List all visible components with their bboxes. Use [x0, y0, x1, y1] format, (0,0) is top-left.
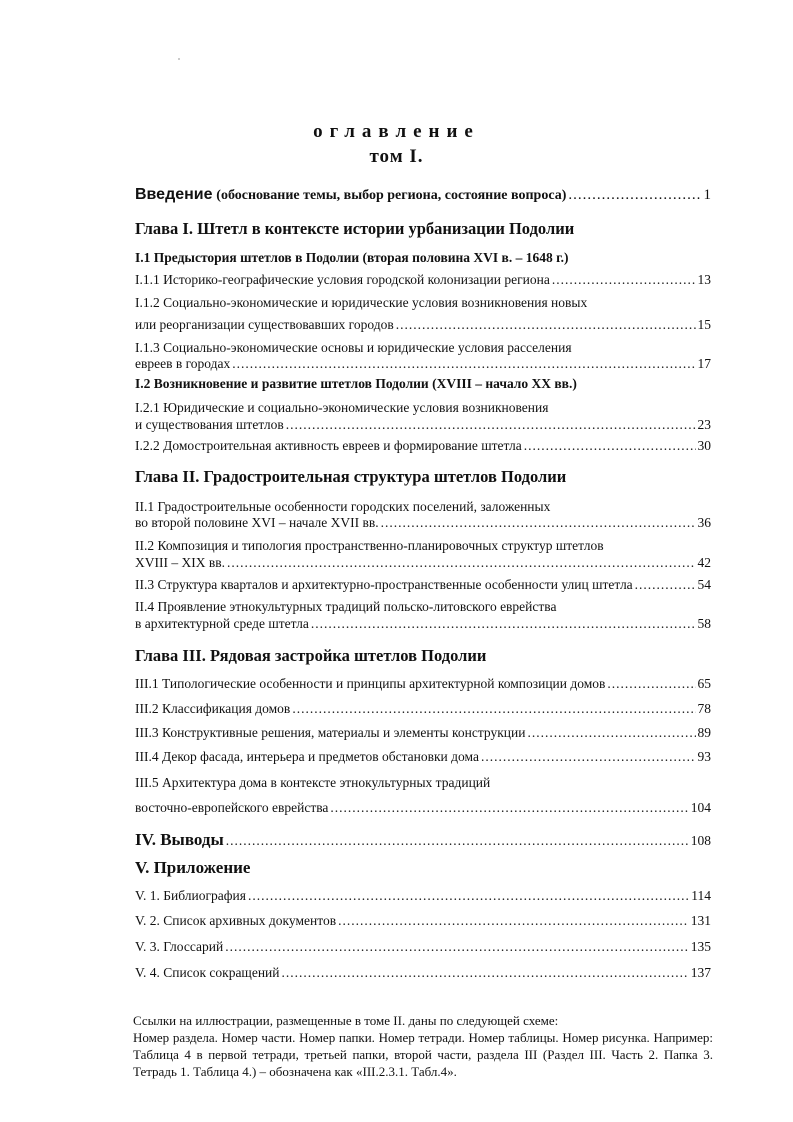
leader-dots [552, 272, 696, 288]
page-number: 93 [697, 749, 711, 764]
leader-dots [381, 515, 696, 531]
toc-entry-appendix-3[interactable] [135, 939, 711, 955]
leader-dots [282, 965, 689, 981]
page-number: 114 [691, 888, 711, 903]
toc-entry-appendix-4[interactable] [135, 965, 711, 981]
toc-entry-2-1[interactable] [135, 515, 711, 531]
toc-entry-1-2-1-line1[interactable]: I.2.1 Юридические и социально-экономические условия возникновения [135, 400, 549, 415]
entry-text: I.2.2 Домостроительная активность евреев и формирование штетла [135, 438, 522, 453]
toc-entry-1-2-1[interactable] [135, 417, 711, 433]
page-number: 42 [697, 555, 711, 570]
toc-entry-intro[interactable] [135, 186, 711, 204]
leader-dots [232, 356, 695, 372]
chapter-1-title[interactable]: Глава I. Штетл в контексте истории урбанизации Подолии [135, 219, 575, 238]
leader-dots [396, 317, 696, 333]
toc-entry-2-1-line1[interactable]: II.1 Градостроительные особенности городских поселений, заложенных [135, 499, 551, 514]
toc-entry-1-1-3[interactable] [135, 356, 711, 372]
leader-dots [225, 939, 689, 955]
illustration-note-intro: Ссылки на иллюстрации, размещенные в томе II. даны по следующей схеме: [133, 1013, 559, 1028]
entry-text: евреев в городах [135, 356, 231, 371]
page-number: 108 [690, 833, 711, 848]
page-number: 13 [697, 272, 711, 287]
leader-dots [227, 555, 696, 571]
entry-text: или реорганизации существовавших городов [135, 317, 394, 332]
page-number: 137 [690, 965, 711, 980]
page-number: 104 [690, 800, 711, 815]
intro-subtitle: (обоснование темы, выбор региона, состояние вопроса) [216, 188, 567, 203]
leader-dots [311, 616, 696, 632]
entry-text: I.1.1 Историко-географические условия городской колонизации региона [135, 272, 550, 287]
entry-text: V. 4. Список сокращений [135, 965, 280, 980]
entry-text: в архитектурной среде штетла [135, 616, 309, 631]
toc-entry-2-4-line1[interactable]: II.4 Проявление этнокультурных традиций польско-литовского еврейства [135, 599, 557, 614]
toc-entry-1-1-2-line1[interactable]: I.1.2 Социально-экономические и юридические условия возникновения новых [135, 295, 588, 310]
leader-dots [527, 725, 695, 741]
leader-dots [635, 577, 696, 593]
page-number: 78 [697, 701, 711, 716]
toc-entry-2-2-line1[interactable]: II.2 Композиция и типология пространственно-планировочных структур штетлов [135, 538, 604, 553]
toc-entry-conclusions[interactable] [135, 830, 711, 850]
leader-dots [568, 187, 701, 204]
toc-entry-3-1[interactable] [135, 676, 711, 692]
page-number: 89 [697, 725, 711, 740]
section-1-2-title[interactable]: I.2 Возникновение и развитие штетлов Подолии (XVIII – начало XX вв.) [135, 376, 577, 391]
toc-entry-appendix-1[interactable] [135, 888, 711, 904]
toc-heading: оглавление [313, 121, 480, 142]
illustration-note-body: Номер раздела. Номер части. Номер папки. Номер тетради. Номер таблицы. Номер рисунка. Например: Таблица 4 в первой тетради, третьей папки, второй части, раздела III (Раздел III. Часть 2. Папка 3. Тетрадь 1. Таблица 4.) – обозначена как «III.2.3.1. Табл.4». [133, 1030, 713, 1079]
entry-text: V. 3. Глоссарий [135, 939, 224, 954]
page-number: 15 [697, 317, 711, 332]
page-number: 23 [697, 417, 711, 432]
entry-text: III.2 Классификация домов [135, 701, 291, 716]
leader-dots [248, 888, 689, 904]
entry-text: III.3 Конструктивные решения, материалы и элементы конструкции [135, 725, 526, 740]
entry-text: и существования штетлов [135, 417, 284, 432]
entry-text: V. 1. Библиография [135, 888, 246, 903]
toc-entry-2-4[interactable] [135, 616, 711, 632]
leader-dots [338, 913, 689, 929]
leader-dots [607, 676, 695, 692]
toc-entry-appendix-2[interactable] [135, 913, 711, 929]
toc-entry-2-3[interactable] [135, 577, 711, 593]
page-number: 1 [703, 187, 711, 203]
entry-text: IV. Выводы [135, 830, 224, 849]
leader-dots [481, 749, 696, 765]
chapter-2-title[interactable]: Глава II. Градостроительная структура штетлов Подолии [135, 467, 567, 486]
leader-dots [226, 833, 689, 849]
entry-text: V. 2. Список архивных документов [135, 913, 337, 928]
leader-dots [524, 438, 696, 454]
appendix-title[interactable]: V. Приложение [135, 858, 251, 877]
page-number: 17 [697, 356, 711, 371]
entry-text: XVIII – XIX вв. [135, 555, 225, 570]
toc-entry-3-4[interactable] [135, 749, 711, 765]
page-number: 36 [697, 515, 711, 530]
page-number: 54 [697, 577, 711, 592]
chapter-3-title[interactable]: Глава III. Рядовая застройка штетлов Подолии [135, 646, 487, 665]
volume-heading: том I. [369, 146, 424, 167]
leader-dots [330, 800, 688, 816]
entry-text: III.4 Декор фасада, интерьера и предметов обстановки дома [135, 749, 479, 764]
page-number: 135 [690, 939, 711, 954]
entry-text: III.1 Типологические особенности и принципы архитектурной композиции домов [135, 676, 606, 691]
toc-entry-3-3[interactable] [135, 725, 711, 741]
toc-entry-3-5-line1[interactable]: III.5 Архитектура дома в контексте этнокультурных традиций [135, 775, 491, 790]
intro-title: Введение [135, 186, 213, 203]
leader-dots [286, 417, 696, 433]
toc-entry-1-1-1[interactable] [135, 272, 711, 288]
page-number: 58 [697, 616, 711, 631]
entry-text: II.3 Структура кварталов и архитектурно-пространственные особенности улиц штетла [135, 577, 633, 592]
toc-entry-3-5[interactable] [135, 800, 711, 816]
toc-entry-1-1-3-line1[interactable]: I.1.3 Социально-экономические основы и юридические условия расселения [135, 340, 572, 355]
toc-entry-2-2[interactable] [135, 555, 711, 571]
page-number: 65 [697, 676, 711, 691]
scan-speck [178, 58, 180, 60]
entry-text: во второй половине XVI – начале XVII вв. [135, 515, 379, 530]
section-1-1-title[interactable]: I.1 Предыстория штетлов в Подолии (вторая половина XVI в. – 1648 г.) [135, 250, 569, 265]
toc-entry-1-2-2[interactable] [135, 438, 711, 454]
leader-dots [292, 701, 695, 717]
entry-text: восточно-европейского еврейства [135, 800, 329, 815]
toc-entry-1-1-2[interactable] [135, 317, 711, 333]
toc-entry-3-2[interactable] [135, 701, 711, 717]
page-number: 30 [697, 438, 711, 453]
page-number: 131 [690, 913, 711, 928]
